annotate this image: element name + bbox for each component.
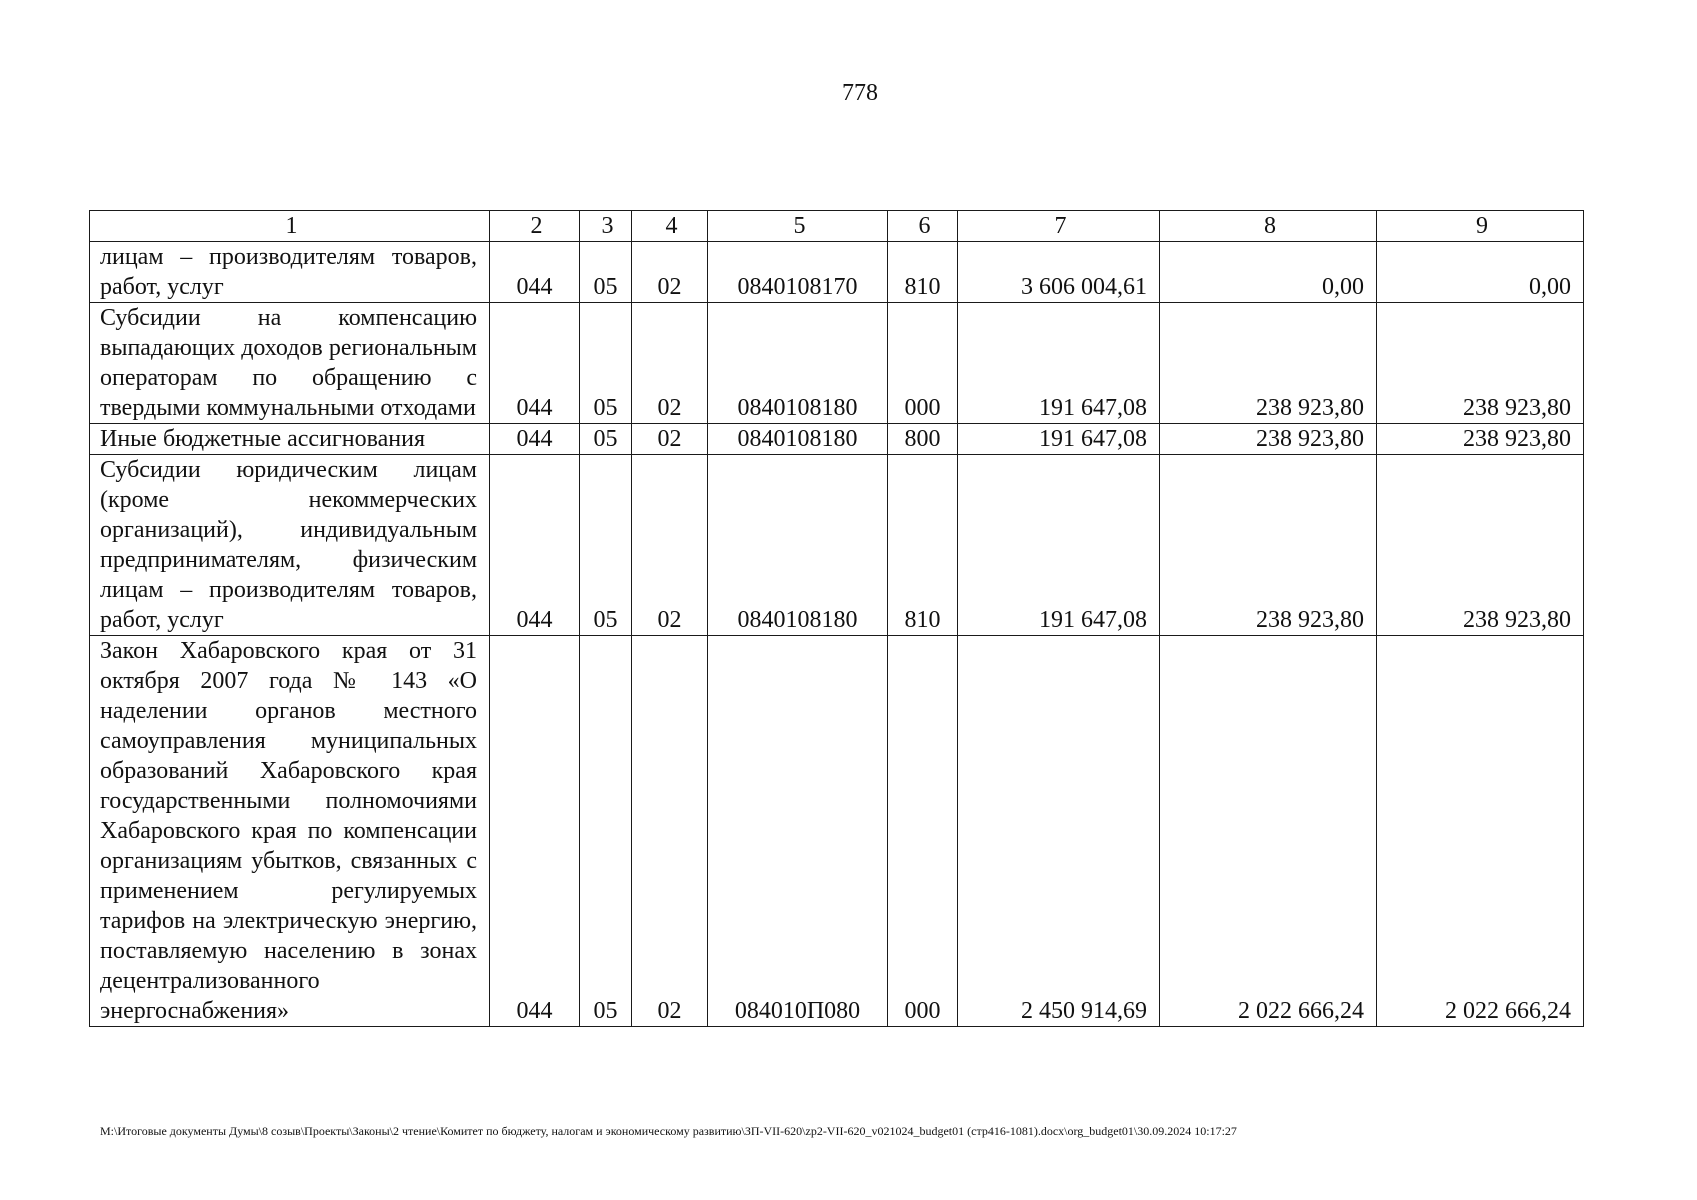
expense-type-cell: 800: [888, 424, 958, 455]
row-name-cell: Иные бюджетные ассигнования: [90, 424, 490, 455]
table-row: [90, 636, 1584, 1027]
column-header: 3: [580, 211, 632, 242]
amount-col9-cell: 0,00: [1377, 242, 1584, 303]
section-cell: 05: [580, 636, 632, 1027]
subsection-cell: 02: [632, 242, 708, 303]
amount-col8-cell: 0,00: [1160, 242, 1377, 303]
table-row: [90, 303, 1584, 424]
ministry-code-cell: 044: [490, 636, 580, 1027]
amount-col7-cell: 3 606 004,61: [958, 242, 1160, 303]
target-article-cell: 0840108180: [708, 424, 888, 455]
amount-col7-cell: 191 647,08: [958, 303, 1160, 424]
expense-type-cell: 810: [888, 242, 958, 303]
subsection-cell: 02: [632, 303, 708, 424]
target-article-cell: 0840108180: [708, 303, 888, 424]
subsection-cell: 02: [632, 424, 708, 455]
amount-col8-cell: 238 923,80: [1160, 455, 1377, 636]
subsection-cell: 02: [632, 455, 708, 636]
table-row: [90, 242, 1584, 303]
amount-col9-cell: 238 923,80: [1377, 424, 1584, 455]
amount-col7-cell: 2 450 914,69: [958, 636, 1160, 1027]
expense-type-cell: 000: [888, 636, 958, 1027]
ministry-code-cell: 044: [490, 242, 580, 303]
column-header: 1: [90, 211, 490, 242]
column-header: 8: [1160, 211, 1377, 242]
row-name-cell: Субсидии юридическим лицам (кроме некоммерческих организаций), индивидуальным предпринимателям, физическим лицам – производителям товаров, работ, услуг: [90, 455, 490, 636]
amount-col9-cell: 2 022 666,24: [1377, 636, 1584, 1027]
row-name-cell: Закон Хабаровского края от 31 октября 2007 года № 143 «О наделении органов местного самоуправления муниципальных образований Хабаровского края государственными полномочиями Хабаровского края по компенсации организациям убытков, связанных с применением регулируемых тарифов на электрическую энергию, поставляемую населению в зонах децентрализованного энергоснабжения»: [90, 636, 490, 1027]
row-name-cell: Субсидии на компенсацию выпадающих доходов региональным операторам по обращению с твердыми коммунальными отходами: [90, 303, 490, 424]
section-cell: 05: [580, 303, 632, 424]
amount-col9-cell: 238 923,80: [1377, 303, 1584, 424]
column-header: 2: [490, 211, 580, 242]
row-name-cell: лицам – производителям товаров, работ, услуг: [90, 242, 490, 303]
target-article-cell: 0840108180: [708, 455, 888, 636]
section-cell: 05: [580, 242, 632, 303]
column-header: 6: [888, 211, 958, 242]
page-number: 778: [842, 80, 878, 106]
target-article-cell: 0840108170: [708, 242, 888, 303]
table-header-row: [90, 211, 1584, 242]
amount-col8-cell: 2 022 666,24: [1160, 636, 1377, 1027]
table-row: [90, 424, 1584, 455]
subsection-cell: 02: [632, 636, 708, 1027]
expense-type-cell: 810: [888, 455, 958, 636]
target-article-cell: 084010П080: [708, 636, 888, 1027]
ministry-code-cell: 044: [490, 455, 580, 636]
document-file-path: M:\Итоговые документы Думы\8 созыв\Проекты\Законы\2 чтение\Комитет по бюджету, налогам и экономическому развитию\ЗП-VII-620\zp2-VII-620_v021024_budget01 (стр416-1081).docx\org_budget01\30.09.2024 10:17:27: [100, 1124, 1237, 1138]
column-header: 4: [632, 211, 708, 242]
amount-col7-cell: 191 647,08: [958, 455, 1160, 636]
ministry-code-cell: 044: [490, 303, 580, 424]
amount-col8-cell: 238 923,80: [1160, 424, 1377, 455]
expense-type-cell: 000: [888, 303, 958, 424]
section-cell: 05: [580, 424, 632, 455]
table-row: [90, 455, 1584, 636]
ministry-code-cell: 044: [490, 424, 580, 455]
column-header: 7: [958, 211, 1160, 242]
amount-col7-cell: 191 647,08: [958, 424, 1160, 455]
column-header: 9: [1377, 211, 1584, 242]
column-header: 5: [708, 211, 888, 242]
section-cell: 05: [580, 455, 632, 636]
amount-col8-cell: 238 923,80: [1160, 303, 1377, 424]
amount-col9-cell: 238 923,80: [1377, 455, 1584, 636]
budget-table: [89, 210, 1584, 1027]
